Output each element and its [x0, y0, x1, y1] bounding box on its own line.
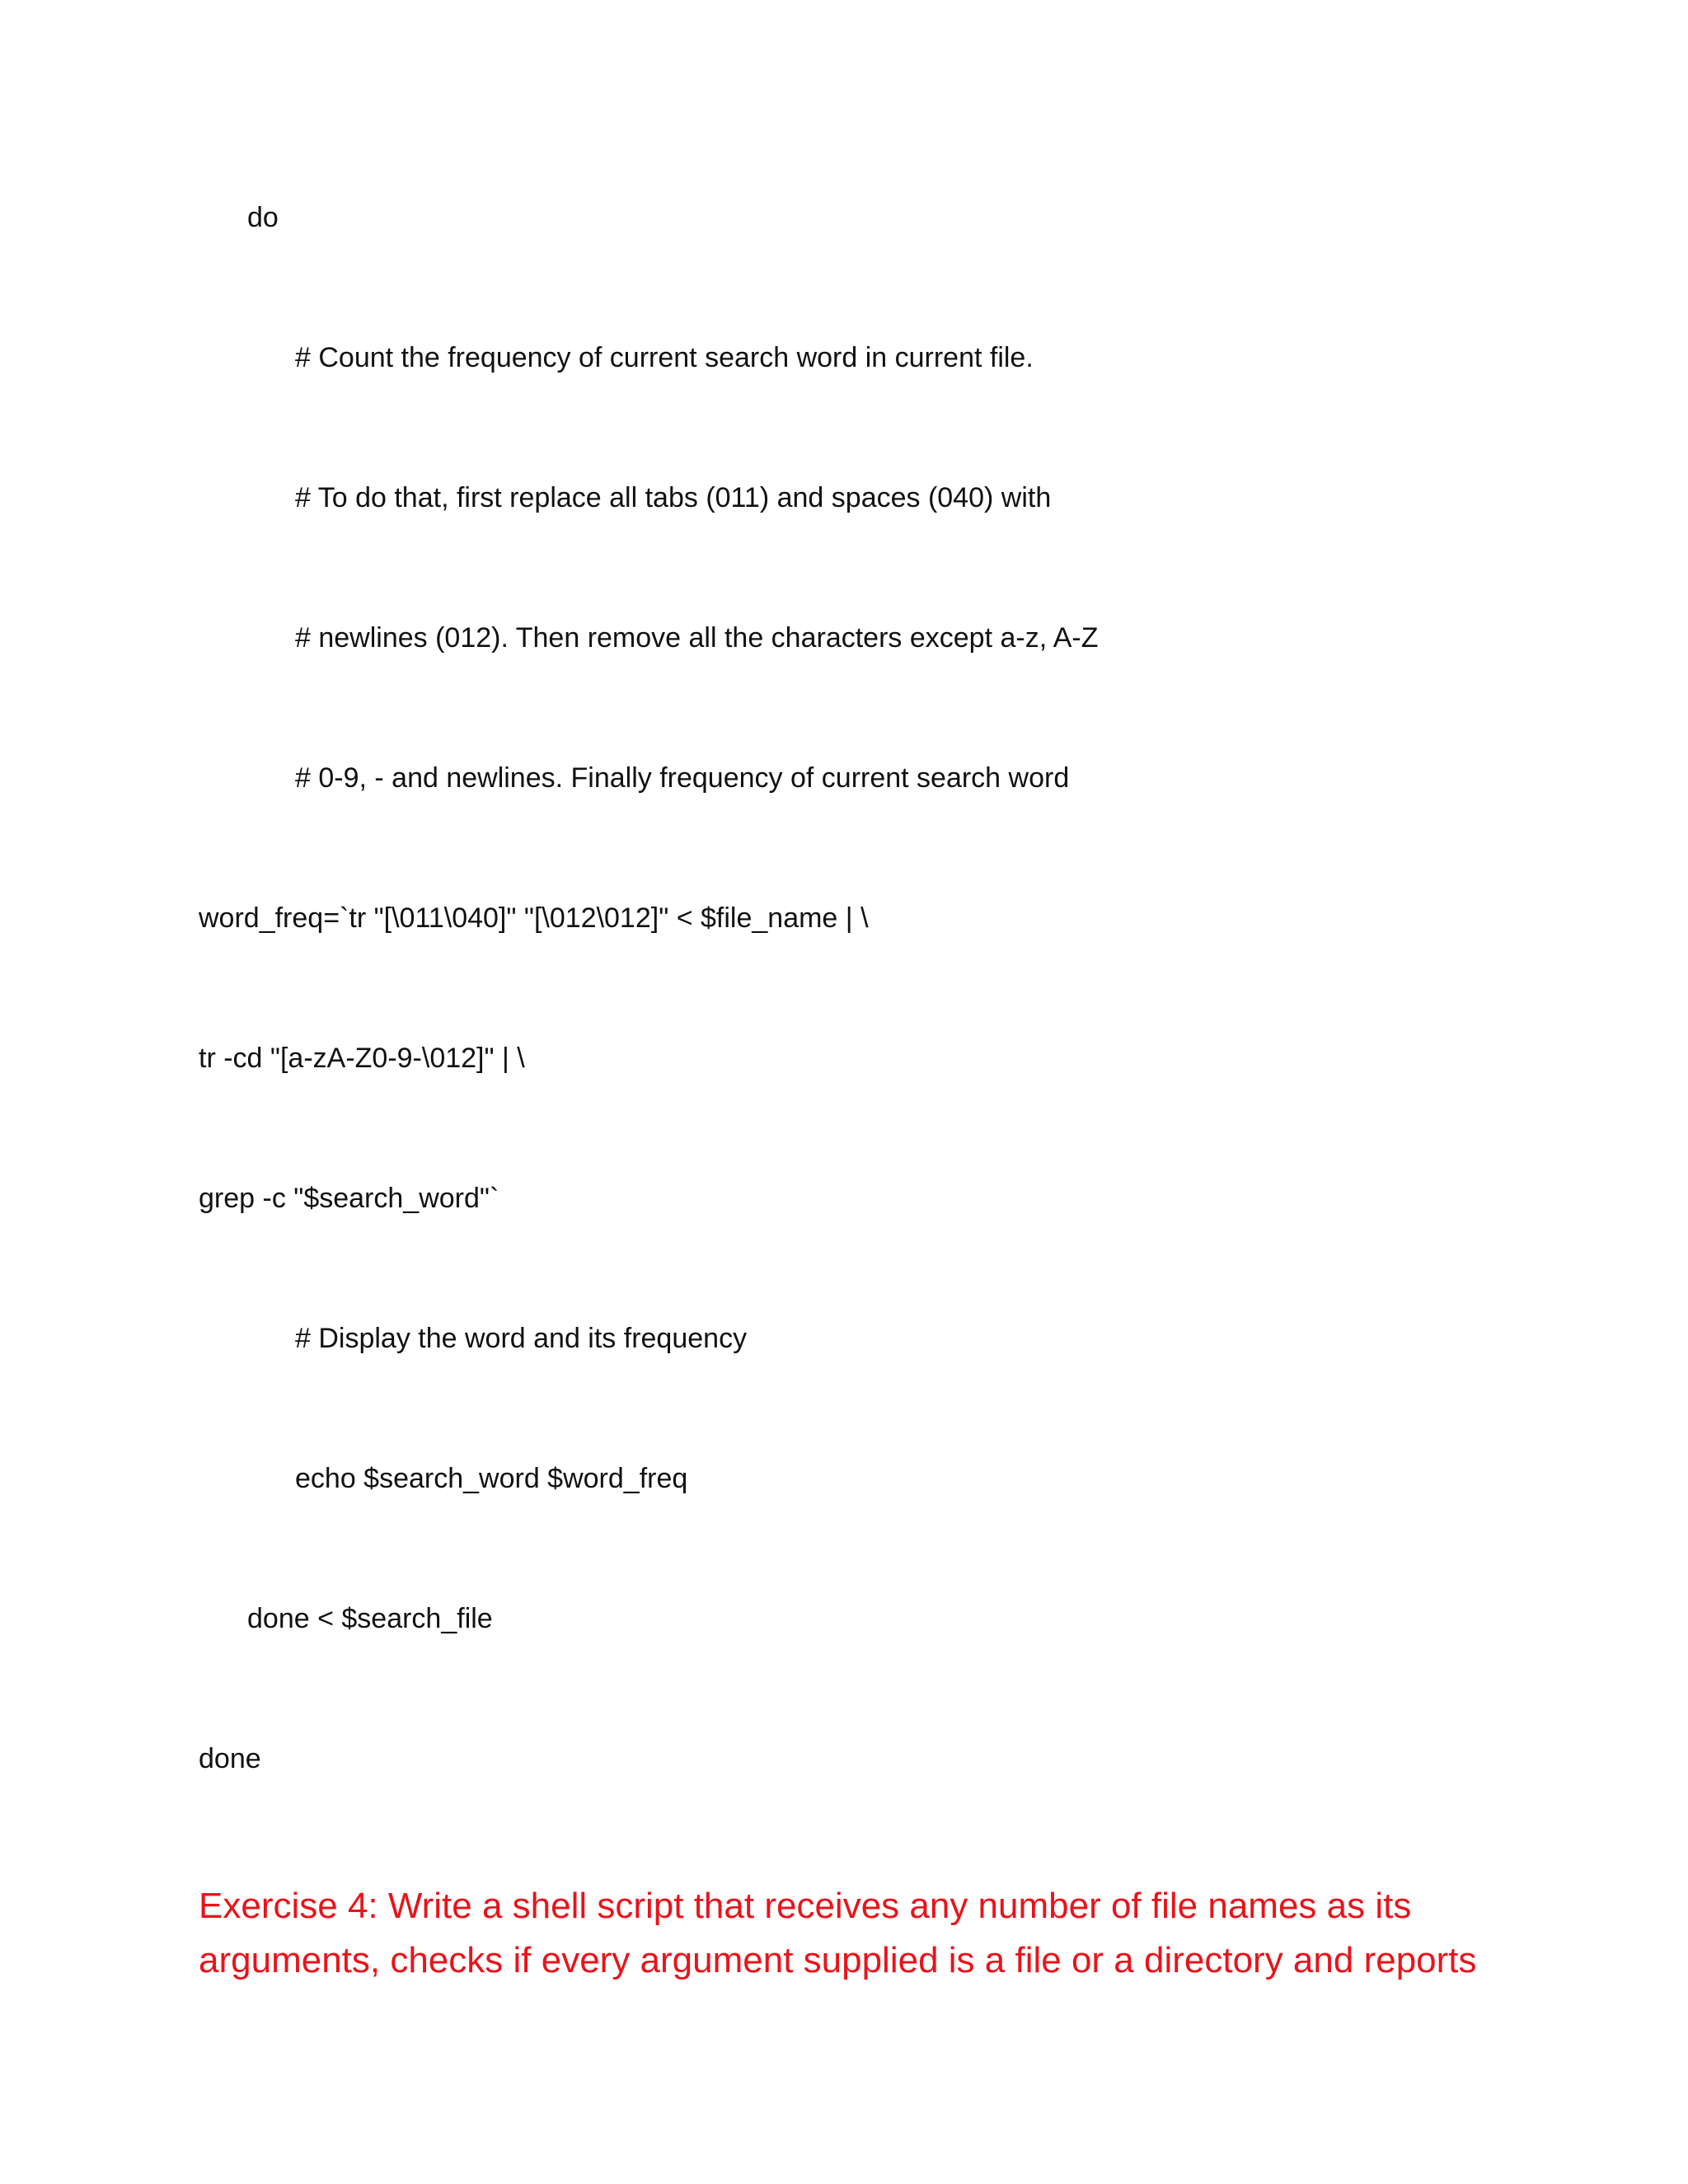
code-comment-replace-tabs: # To do that, first replace all tabs (011) and spaces (040) with — [295, 482, 1052, 513]
code-comment-newlines: # newlines (012). Then remove all the characters except a-z, A-Z — [295, 622, 1099, 654]
code-line-echo: echo $search_word $word_freq — [295, 1463, 688, 1494]
code-line-tr-cd: tr -cd "[a-zA-Z0-9-\012]" | \ — [199, 1043, 525, 1074]
code-line-do: do — [247, 202, 279, 233]
code-comment-digits: # 0-9, - and newlines. Finally frequency of current search word — [295, 762, 1070, 794]
code-line-grep: grep -c "$search_word"` — [199, 1183, 499, 1214]
code-line-done-search-file: done < $search_file — [247, 1603, 493, 1634]
exercise-4-heading — [199, 1879, 1484, 1988]
code-comment-count-frequency: # Count the frequency of current search word in current file. — [295, 342, 1034, 373]
code-line-done: done — [199, 1743, 261, 1774]
code-line-word-freq: word_freq=`tr "[\011\040]" "[\012\012]" < $file_name | \ — [199, 902, 869, 934]
exercise-line-2: arguments, checks if every argument supplied is a file or a directory and reports — [199, 1940, 1477, 1980]
code-comment-display: # Display the word and its frequency — [295, 1323, 748, 1354]
exercise-line-1: Exercise 4: Write a shell script that receives any number of file names as its — [199, 1886, 1412, 1926]
